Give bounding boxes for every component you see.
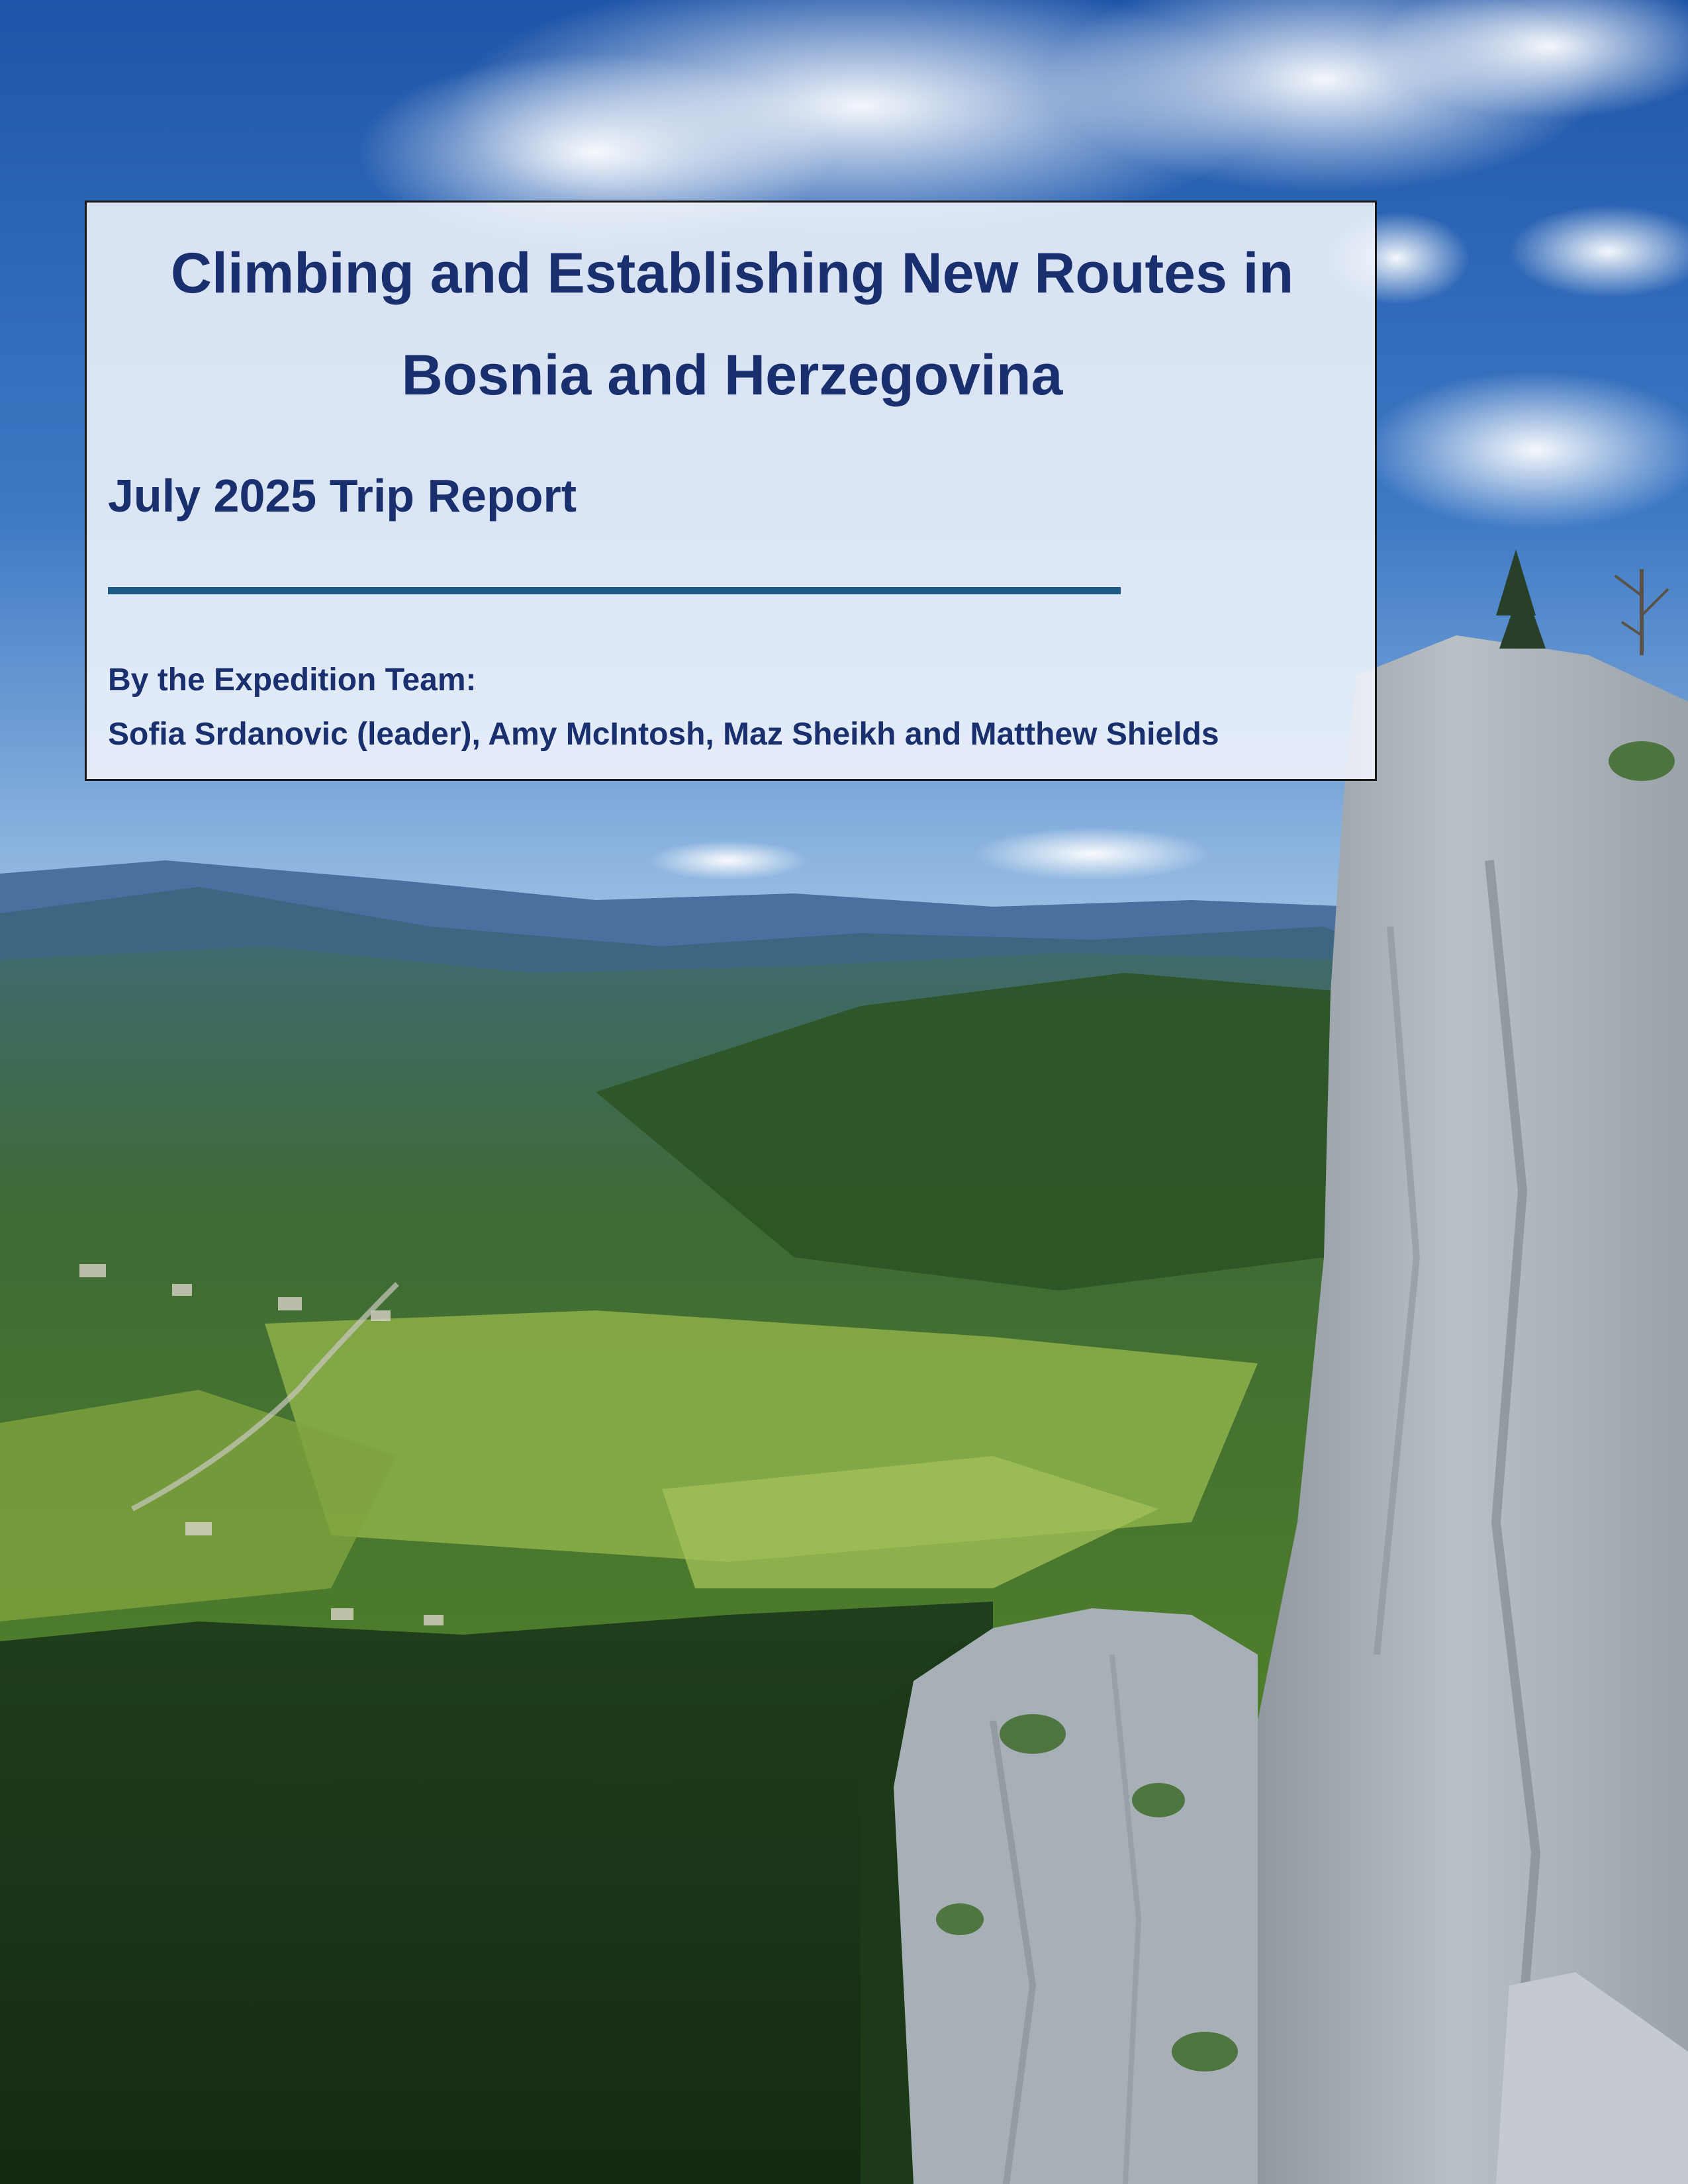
title-divider: [108, 587, 1121, 594]
team-members: Sofia Srdanovic (leader), Amy McIntosh, Maz Sheikh and Matthew Shields: [108, 717, 1219, 752]
report-title: Climbing and Establishing New Routes in Bosnia and Herzegovina: [170, 242, 1294, 407]
team-label: By the Expedition Team:: [108, 662, 477, 698]
report-subtitle: July 2025 Trip Report: [108, 470, 577, 522]
title-panel: [85, 201, 1377, 781]
